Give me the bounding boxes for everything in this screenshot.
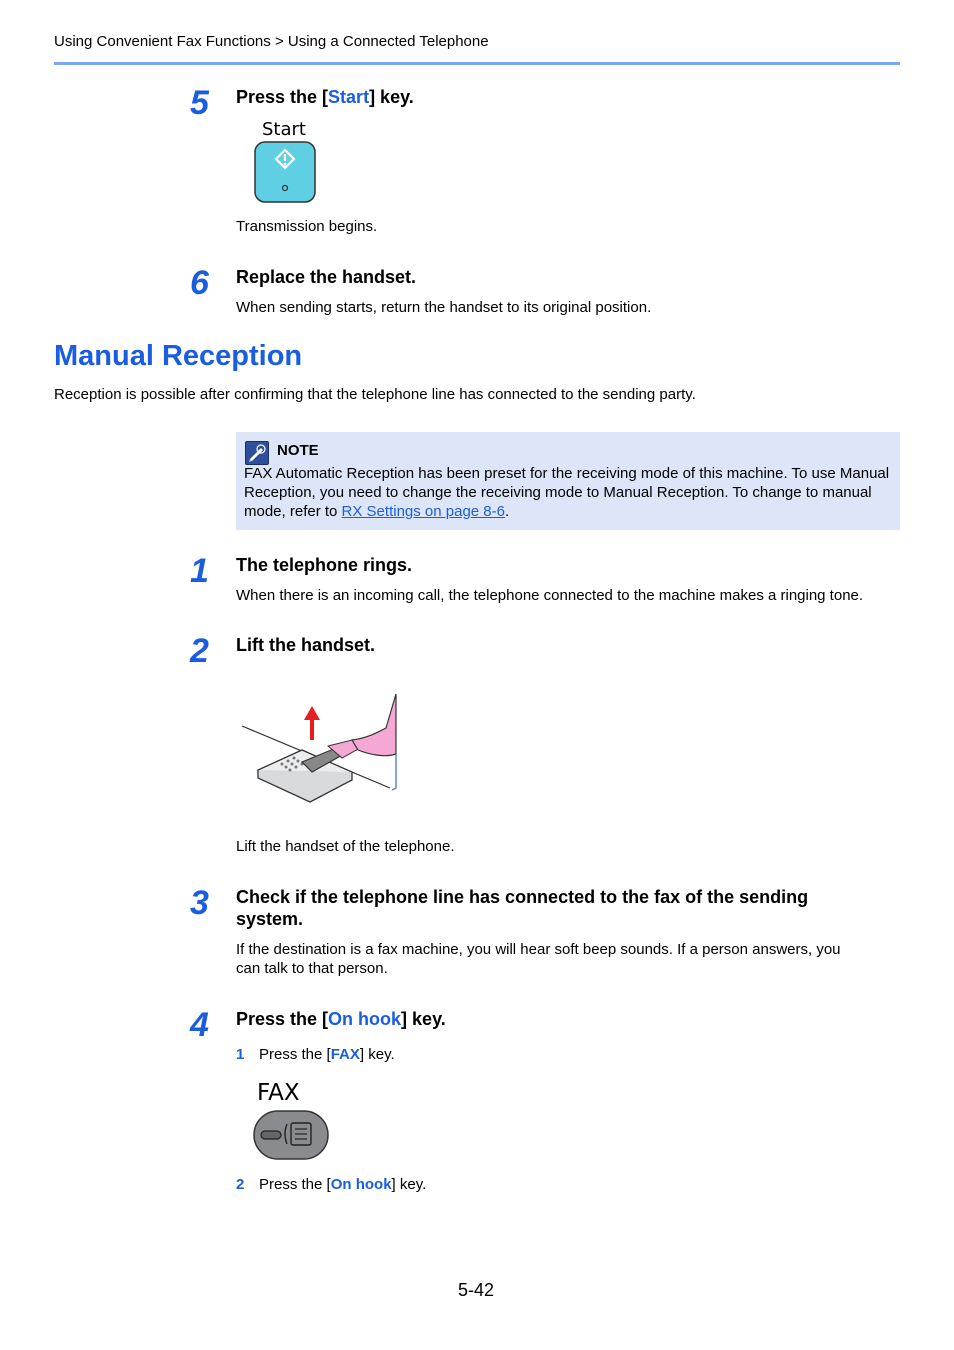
- step-description: Transmission begins.: [236, 218, 378, 235]
- page-number: 5-42: [458, 1280, 495, 1300]
- step-number: 1: [190, 552, 209, 590]
- note-label: NOTE: [277, 442, 319, 459]
- lift-handset-illustration: [240, 692, 400, 804]
- header-rule: [54, 62, 900, 65]
- substep-number: 2: [236, 1176, 245, 1193]
- step-number: 2: [190, 632, 209, 670]
- start-key-caption: Start: [262, 119, 306, 140]
- step-title: The telephone rings.: [236, 555, 413, 575]
- step-title: Press the [Start] key.: [236, 87, 414, 107]
- section-intro: Reception is possible after confirming that the telephone line has connected to the sending party.: [54, 386, 696, 403]
- step-number: 4: [190, 1006, 209, 1044]
- note-icon: [245, 441, 269, 465]
- step-description: If the destination is a fax machine, you will hear soft beep sounds. If a person answers, you can talk to that person.: [236, 941, 841, 977]
- substep-number: 1: [236, 1046, 245, 1063]
- substep-text: Press the [FAX] key.: [259, 1046, 395, 1063]
- section-title: Manual Reception: [54, 340, 303, 372]
- fax-key-caption: FAX: [257, 1080, 300, 1106]
- breadcrumb: Using Convenient Fax Functions > Using a Connected Telephone: [54, 33, 489, 50]
- step-title: Press the [On hook] key.: [236, 1009, 446, 1029]
- illustration-caption: Lift the handset of the telephone.: [236, 838, 455, 855]
- step-number: 5: [190, 84, 209, 122]
- note-text: FAX Automatic Reception has been preset for the receiving mode of this machine. To use Manual Reception, you need to change the receiving mode to Manual Reception. To change to manual mode, refer to RX Settings on page 8-6.: [244, 465, 890, 520]
- rx-settings-link[interactable]: RX Settings on page 8-6: [341, 503, 505, 520]
- key-name: Start: [328, 87, 370, 107]
- fax-key[interactable]: [253, 1110, 329, 1160]
- step-description: When there is an incoming call, the telephone connected to the machine makes a ringing tone.: [236, 587, 864, 604]
- step-title: Check if the telephone line has connected to the fax of the sending system.: [236, 887, 809, 929]
- key-name: On hook: [330, 1176, 392, 1193]
- step-title: Lift the handset.: [236, 635, 375, 655]
- key-name: FAX: [330, 1046, 360, 1063]
- step-title: Replace the handset.: [236, 267, 417, 287]
- substep-text: Press the [On hook] key.: [259, 1176, 427, 1193]
- start-key[interactable]: [254, 141, 316, 203]
- note-box: [236, 432, 900, 530]
- step-description: When sending starts, return the handset to its original position.: [236, 299, 652, 316]
- step-number: 6: [190, 264, 209, 302]
- step-number: 3: [190, 884, 209, 922]
- key-name: On hook: [328, 1009, 402, 1029]
